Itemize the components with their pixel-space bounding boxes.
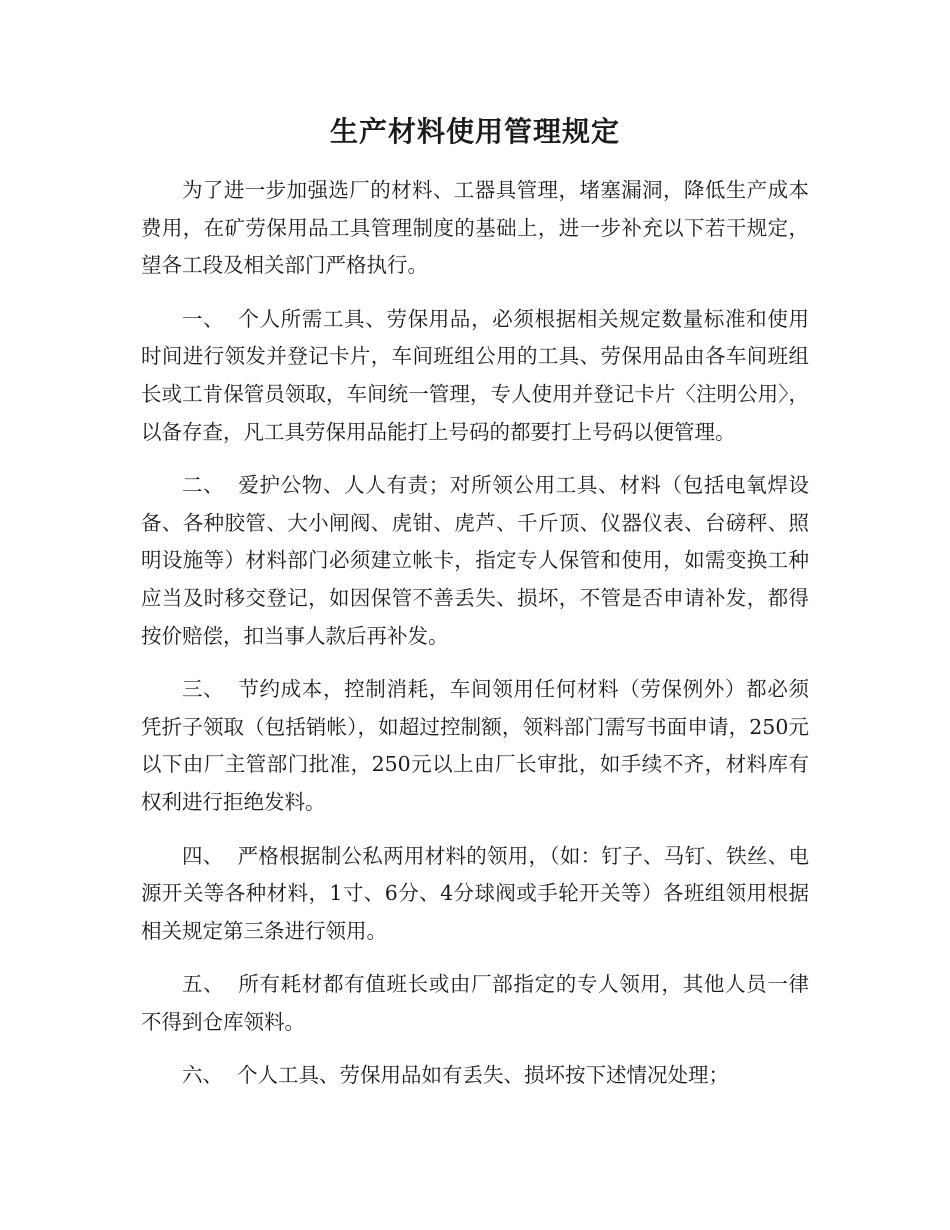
intro-paragraph: 为了进一步加强选厂的材料、工器具管理，堵塞漏洞，降低生产成本费用，在矿劳保用品工具管理制度的基础上，进一步补充以下若干规定，望各工段及相关部门严格执行。 <box>141 178 809 278</box>
section-3-text: 节约成本，控制消耗，车间领用任何材料（劳保例外）都必须凭折子领取（包括销帐），如超过控制额，领料部门需写书面申请，250元以下由厂主管部门批准，250元以上由厂长审批，如手续不齐，材料库有权利进行拒绝发料。 <box>141 677 810 814</box>
section-6-text: 个人工具、劳保用品如有丢失、损坏按下述情况处理； <box>237 1063 729 1088</box>
section-5-number: 五、 <box>182 972 225 997</box>
section-2 <box>141 467 809 655</box>
section-2-number: 二、 <box>182 473 225 498</box>
document-title: 生产材料使用管理规定 <box>329 115 620 148</box>
section-6 <box>141 1057 809 1095</box>
section-4-text: 严格根据制公私两用材料的领用，（如：钉子、马钉、铁丝、电源开关等各种材料，1寸、6分、4分球阀或手轮开关等）各班组领用根据相关规定第三条进行领用。 <box>141 843 810 943</box>
document-page <box>141 108 809 1111</box>
section-1 <box>141 301 809 451</box>
section-6-number: 六、 <box>182 1063 223 1088</box>
section-5 <box>141 966 809 1041</box>
section-1-text: 个人所需工具、劳保用品，必须根据相关规定数量标准和使用时间进行领发并登记卡片，车间班组公用的工具、劳保用品由各车间班组长或工肯保管员领取，车间统一管理，专人使用并登记卡片〈注明公用〉，以备存查，凡工具劳保用品能打上号码的都要打上号码以便管理。 <box>141 306 810 444</box>
section-2-text: 爱护公物、人人有责；对所领公用工具、材料（包括电氧焊设备、各种胶管、大小闸阀、虎钳、虎芦、千斤顶、仪器仪表、台磅秤、照明设施等）材料部门必须建立帐卡，指定专人保管和使用，如需变换工种应当及时移交登记，如因保管不善丢失、损坏，不管是否申请补发，都得按价赔偿，扣当事人款后再补发。 <box>141 473 810 648</box>
section-4-number: 四、 <box>182 843 224 868</box>
section-3 <box>141 671 809 821</box>
section-1-number: 一、 <box>182 306 225 331</box>
section-3-number: 三、 <box>182 677 225 702</box>
section-4 <box>141 838 809 951</box>
section-5-text: 所有耗材都有值班长或由厂部指定的专人领用，其他人员一律不得到仓库领料。 <box>141 972 810 1034</box>
